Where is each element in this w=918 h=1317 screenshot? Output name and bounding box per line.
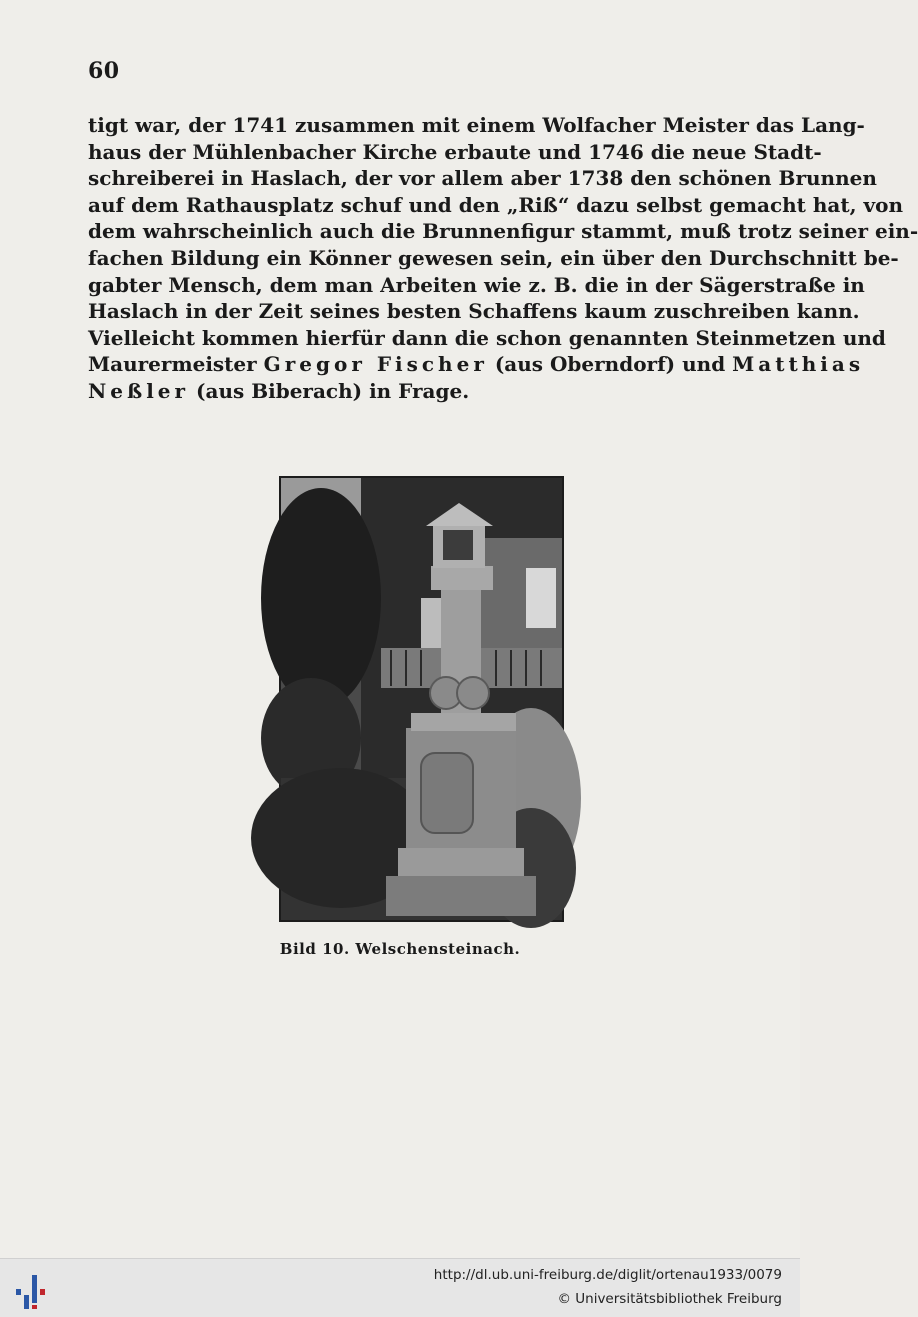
photo-illustration <box>281 478 562 920</box>
viewer-footer <box>0 1258 800 1317</box>
text-line-1: tigt war, der 1741 zusammen mit einem Wolfacher Meister das Lang- <box>88 113 865 137</box>
person-name-gregor-fischer: Gregor Fischer <box>263 352 488 377</box>
figure-caption: Bild 10. Welschensteinach. <box>279 940 521 958</box>
text-line-10-pre: Maurermeister <box>88 352 264 377</box>
person-name-nessler: Neßler <box>88 378 190 403</box>
body-text <box>88 112 918 405</box>
text-line-7: gabter Mensch, dem man Arbeiten wie z. B. die in der Sägerstraße in <box>88 272 865 297</box>
person-name-matthias: Matthias <box>732 352 865 377</box>
photo-wayside-cross <box>279 476 564 922</box>
text-line-11-post: (aus Biberach) in Frage. <box>189 378 470 403</box>
text-line-6: fachen Bildung ein Könner gewesen sein, ein über den Durchschnitt be- <box>88 245 899 270</box>
page-number: 60 <box>88 58 120 84</box>
text-line-2: haus der Mühlenbacher Kirche erbaute und 1746 die neue Stadt- <box>88 139 822 164</box>
text-line-5: dem wahrscheinlich auch die Brunnenfigur stammt, muß trotz seiner ein- <box>88 219 918 244</box>
text-line-10 <box>88 351 865 378</box>
text-line-8: Haslach in der Zeit seines besten Schaffens kaum zuschreiben kann. <box>88 299 860 324</box>
text-line-10-mid: (aus Oberndorf) und <box>487 352 733 377</box>
text-line-11 <box>88 378 760 405</box>
text-line-3: schreiberei in Haslach, der vor allem aber 1738 den schönen Brunnen <box>88 166 877 191</box>
copyright-notice: © Universitätsbibliothek Freiburg <box>557 1291 782 1307</box>
source-url[interactable]: http://dl.ub.uni-freiburg.de/diglit/ortenau1933/0079 <box>433 1267 782 1283</box>
text-line-4: auf dem Rathausplatz schuf und den „Riß“ dazu selbst gemacht hat, von <box>88 192 904 217</box>
text-line-9: Vielleicht kommen hierfür dann die schon genannten Steinmetzen und <box>88 325 886 350</box>
ub-freiburg-logo-icon <box>12 1269 52 1309</box>
